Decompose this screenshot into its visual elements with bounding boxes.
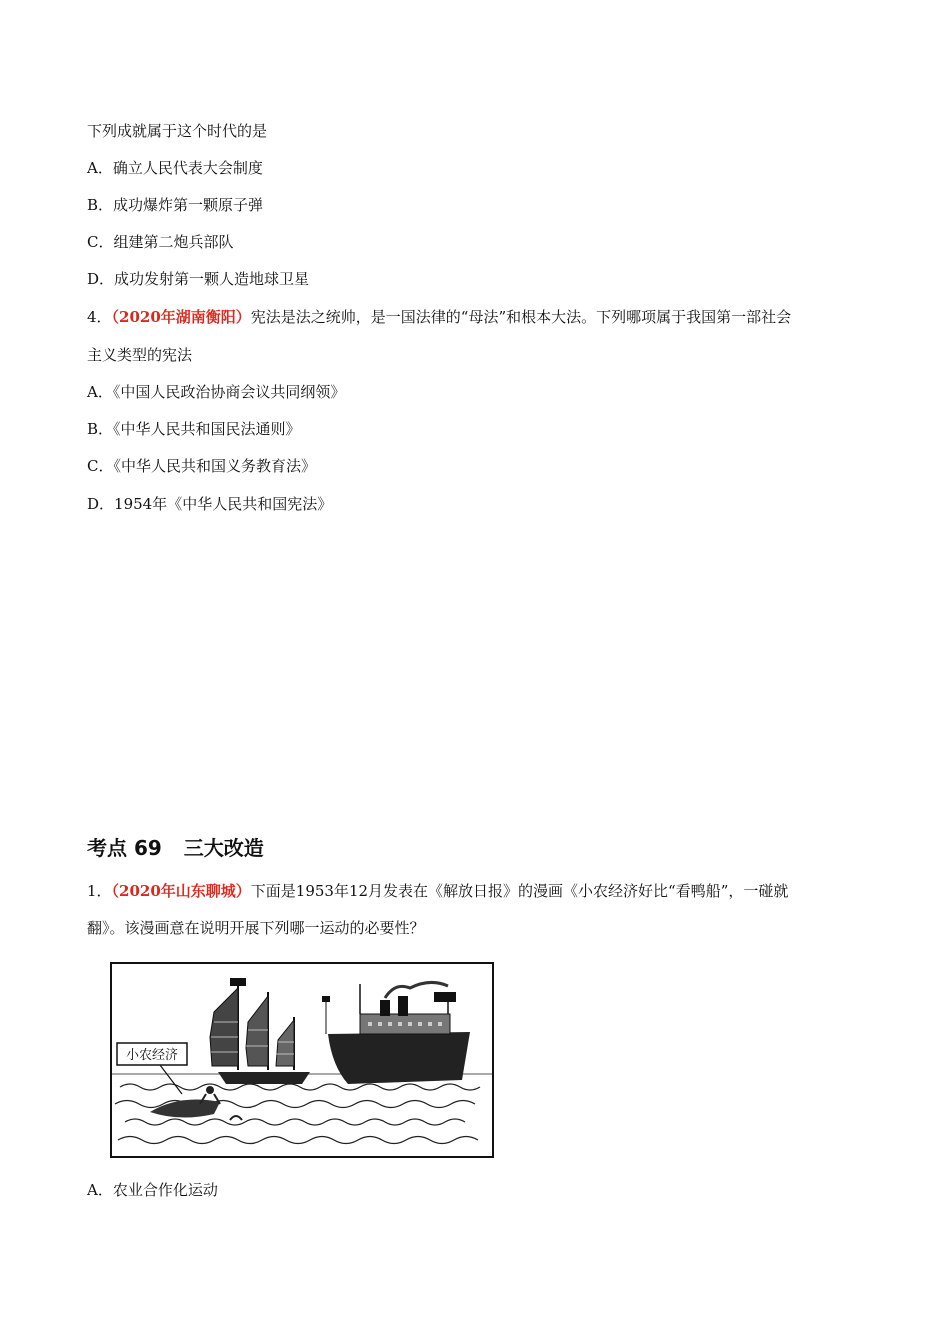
cartoon-label: 小农经济 bbox=[125, 1048, 179, 1063]
question-4-stem-text: 宪法是法之统帅，是一国法律的“母法”和根本大法。下列哪项属于我国第一部社会 bbox=[250, 308, 792, 326]
question-4-number: 4． bbox=[87, 308, 112, 326]
question-3-stem: 下列成就属于这个时代的是 bbox=[87, 122, 268, 140]
question-4-option-a: A．《中国人民政治协商会议共同纲领》 bbox=[87, 383, 346, 401]
question-4-option-d: D．1954年《中华人民共和国宪法》 bbox=[87, 495, 333, 513]
question-1-option-a: A．农业合作化运动 bbox=[87, 1181, 218, 1199]
question-4-option-c: C．《中华人民共和国义务教育法》 bbox=[87, 457, 316, 475]
question-1-number: 1． bbox=[87, 882, 112, 900]
question-4-option-b: B．《中华人民共和国民法通则》 bbox=[87, 420, 301, 438]
cartoon-image bbox=[110, 962, 494, 1158]
question-3-option-b: B．成功爆炸第一颗原子弹 bbox=[87, 196, 264, 214]
question-4-stem-line2: 主义类型的宪法 bbox=[87, 346, 193, 364]
question-1-stem-line2: 翻》。该漫画意在说明开展下列哪一运动的必要性？ bbox=[87, 919, 425, 937]
question-1-source: （2020年山东聊城） bbox=[111, 882, 251, 900]
question-4-stem-line1 bbox=[87, 307, 791, 327]
question-3-option-a: A．确立人民代表大会制度 bbox=[87, 159, 263, 177]
question-1-stem-text: 下面是1953年12月发表在《解放日报》的漫画《小农经济好比“看鸭船”，一碰就 bbox=[250, 882, 789, 900]
question-3-option-c: C．组建第二炮兵部队 bbox=[87, 233, 234, 251]
question-4-source: （2020年湖南衡阳） bbox=[111, 308, 251, 326]
question-3-option-d: D．成功发射第一颗人造地球卫星 bbox=[87, 270, 310, 288]
section-heading bbox=[87, 834, 264, 862]
section-label: 考点 69 bbox=[87, 836, 162, 860]
question-1-stem-line1 bbox=[87, 881, 788, 901]
section-title: 三大改造 bbox=[183, 836, 264, 860]
